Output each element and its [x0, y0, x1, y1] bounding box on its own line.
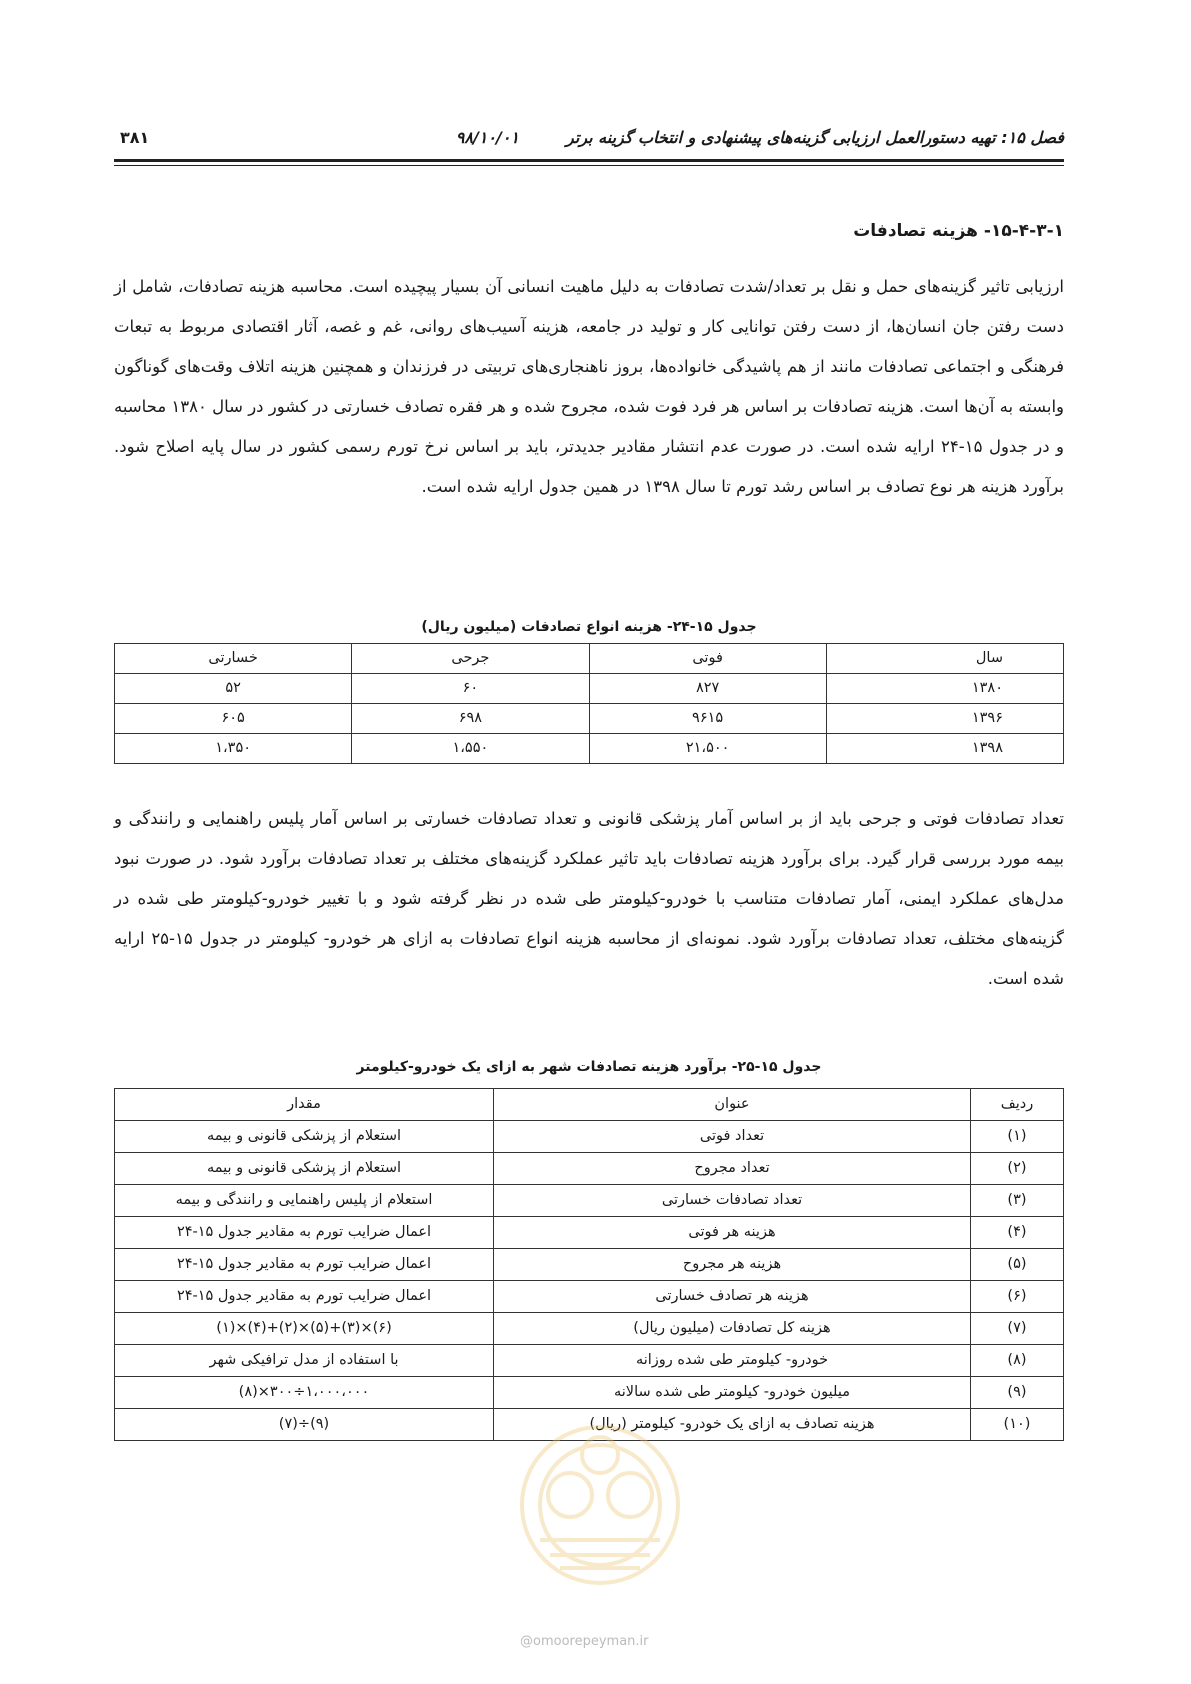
- table-row: [115, 1281, 1064, 1313]
- gear-seal-icon: [500, 1400, 700, 1600]
- website-watermark: @omoorepeyman.ir: [520, 1634, 649, 1649]
- table-cell: ۶۰۵: [115, 704, 352, 734]
- header-cell: عنوان: [494, 1089, 971, 1121]
- table-row: [115, 734, 1064, 764]
- header-cell: سال: [826, 644, 1063, 674]
- table-header-row: [115, 1089, 1064, 1121]
- table-cell: تعداد تصادفات خسارتی: [494, 1185, 971, 1217]
- table-cell: (۳): [971, 1185, 1064, 1217]
- table-2-caption: جدول ۱۵-۲۵- برآورد هزینه تصادفات شهر به ازای یک خودرو-کیلومتر: [356, 1059, 822, 1075]
- header-rule-thick: [114, 159, 1064, 162]
- table-row: [115, 1249, 1064, 1281]
- chapter-title: فصل ۱۵: تهیه دستورالعمل ارزیابی گزینه‌های پیشنهادی و انتخاب گزینه برتر: [566, 128, 1064, 147]
- table-row: [115, 1185, 1064, 1217]
- header-rule-thin: [114, 165, 1064, 166]
- table-row: [115, 674, 1064, 704]
- table-cell: هزینه هر تصادف خسارتی: [494, 1281, 971, 1313]
- table-cell: ۶۹۸: [352, 704, 589, 734]
- table-1-caption: جدول ۱۵-۲۴- هزینه انواع تصادفات (میلیون ریال): [421, 619, 757, 635]
- table-row: [115, 704, 1064, 734]
- table-cell: هزینه کل تصادفات (میلیون ریال): [494, 1313, 971, 1345]
- table-cell: ۱۳۹۸: [826, 734, 1063, 764]
- table-cell: (۹)÷(۷): [115, 1409, 494, 1441]
- header-date: ۹۸/۱۰/۰۱: [455, 128, 519, 147]
- accident-estimation-table: [114, 1088, 1064, 1441]
- table-cell: اعمال ضرایب تورم به مقادیر جدول ۱۵-۲۴: [115, 1217, 494, 1249]
- table-row: [115, 1153, 1064, 1185]
- table-cell: ۱،۳۵۰: [115, 734, 352, 764]
- table-cell: ۱،۰۰۰،۰۰۰÷۳۰۰×(۸): [115, 1377, 494, 1409]
- table-cell: استعلام از پلیس راهنمایی و رانندگی و بیمه: [115, 1185, 494, 1217]
- header-cell: مقدار: [115, 1089, 494, 1121]
- table-cell: (۱): [971, 1121, 1064, 1153]
- table-header-row: [115, 644, 1064, 674]
- table-cell: (۹): [971, 1377, 1064, 1409]
- table-cell: میلیون خودرو- کیلومتر طی شده سالانه: [494, 1377, 971, 1409]
- table-cell: ۲۱،۵۰۰: [589, 734, 826, 764]
- table-cell: خودرو- کیلومتر طی شده روزانه: [494, 1345, 971, 1377]
- table-cell: تعداد مجروح: [494, 1153, 971, 1185]
- header-cell: ردیف: [971, 1089, 1064, 1121]
- table-row: [115, 1345, 1064, 1377]
- page-number: ۳۸۱: [120, 128, 150, 147]
- table-cell: (۸): [971, 1345, 1064, 1377]
- table-cell: (۲): [971, 1153, 1064, 1185]
- table-cell: هزینه هر مجروح: [494, 1249, 971, 1281]
- table-cell: ۱،۵۵۰: [352, 734, 589, 764]
- page-header: [114, 128, 1064, 154]
- table-row: [115, 1217, 1064, 1249]
- section-title: ۱۵-۴-۳-۱- هزینه تصادفات: [853, 221, 1064, 241]
- table-cell: ۵۲: [115, 674, 352, 704]
- table-cell: ۸۲۷: [589, 674, 826, 704]
- table-cell: تعداد فوتی: [494, 1121, 971, 1153]
- table-cell: (۵): [971, 1249, 1064, 1281]
- table-cell: ۱۳۸۰: [826, 674, 1063, 704]
- table-cell: با استفاده از مدل ترافیکی شهر: [115, 1345, 494, 1377]
- table-cell: (۴): [971, 1217, 1064, 1249]
- paragraph-1: ارزیابی تاثیر گزینه‌های حمل و نقل بر تعداد/شدت تصادفات به دلیل ماهیت انسانی آن بسیار پیچیده است. محاسبه هزینه تصادفات، شامل از دست رفتن جان انسان‌ها، از دست رفتن توانایی کار و تولید در جامعه، هزینه آسیب‌های روانی، غم و غصه، آثار اقتصادی مربوط به تبعات فرهنگی و اجتماعی تصادفات مانند از هم پاشیدگی خانواده‌ها، بروز ناهنجاری‌های تربیتی در فرزندان و همچنین هزینه اتلاف وقت‌های گوناگون وابسته به آن‌ها است. هزینه تصادفات بر اساس هر فرد فوت شده، مجروح شده و هر فقره تصادف خسارتی در کشور در سال ۱۳۸۰ محاسبه و در جدول ۱۵-۲۴ ارایه شده است. در صورت عدم انتشار مقادیر جدیدتر، باید بر اساس نرخ تورم رسمی کشور در سال پایه اصلاح شود. برآورد هزینه هر نوع تصادف بر اساس رشد تورم تا سال ۱۳۹۸ در همین جدول ارایه شده است.: [114, 277, 1065, 496]
- table-row: [115, 1313, 1064, 1345]
- table-cell: ۶۰: [352, 674, 589, 704]
- table-cell: استعلام از پزشکی قانونی و بیمه: [115, 1153, 494, 1185]
- table-cell: (۱۰): [971, 1409, 1064, 1441]
- table-cell: (۷): [971, 1313, 1064, 1345]
- header-cell: فوتی: [589, 644, 826, 674]
- accident-cost-table: [114, 643, 1064, 764]
- header-cell: جرحی: [352, 644, 589, 674]
- table-cell: هزینه تصادف به ازای یک خودرو- کیلومتر (ریال): [494, 1409, 971, 1441]
- table-cell: اعمال ضرایب تورم به مقادیر جدول ۱۵-۲۴: [115, 1281, 494, 1313]
- table-cell: هزینه هر فوتی: [494, 1217, 971, 1249]
- table-cell: اعمال ضرایب تورم به مقادیر جدول ۱۵-۲۴: [115, 1249, 494, 1281]
- table-cell: ۹۶۱۵: [589, 704, 826, 734]
- table-row: [115, 1121, 1064, 1153]
- table-cell: استعلام از پزشکی قانونی و بیمه: [115, 1121, 494, 1153]
- table-cell: (۶): [971, 1281, 1064, 1313]
- header-cell: خسارتی: [115, 644, 352, 674]
- table-cell: (۶)×(۳)+(۵)×(۲)+(۴)×(۱): [115, 1313, 494, 1345]
- table-cell: ۱۳۹۶: [826, 704, 1063, 734]
- paragraph-2: تعداد تصادفات فوتی و جرحی باید از بر اساس آمار پزشکی قانونی و تعداد تصادفات خسارتی بر اساس آمار پلیس راهنمایی و رانندگی و بیمه مورد بررسی قرار گیرد. برای برآورد هزینه تصادفات باید تاثیر عملکرد گزینه‌های مختلف بر تعداد تصادفات برآورد شود. در صورت نبود مدل‌های عملکرد ایمنی، آمار تصادفات متناسب با خودرو-کیلومتر طی شده در نظر گرفته شود و با تغییر خودرو-کیلومتر طی شده در گزینه‌های مختلف، تعداد تصادفات برآورد شود. نمونه‌ای از محاسبه هزینه انواع تصادفات به ازای هر خودرو- کیلومتر در جدول ۱۵-۲۵ ارایه شده است.: [114, 809, 1064, 988]
